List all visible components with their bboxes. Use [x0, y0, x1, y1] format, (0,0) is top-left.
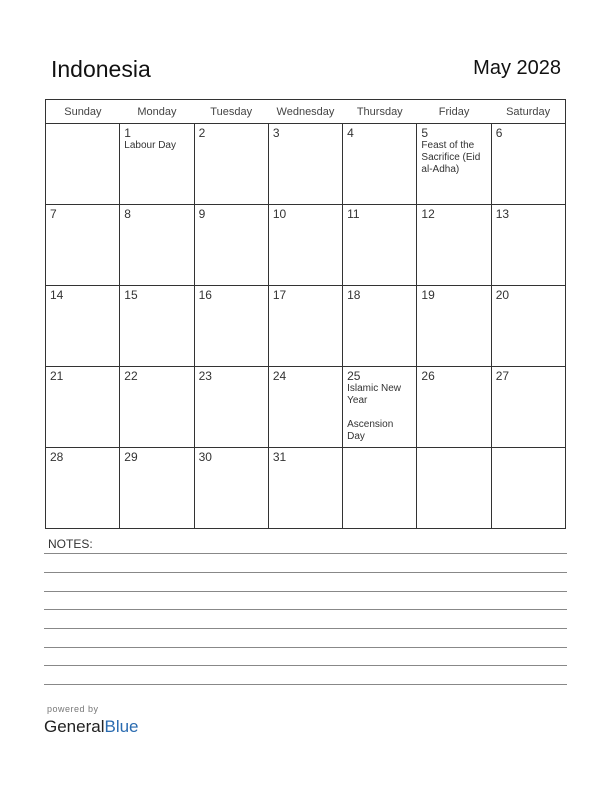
day-cell	[343, 448, 417, 529]
week-row	[46, 286, 566, 367]
day-number: 3	[272, 126, 280, 140]
day-cell	[268, 367, 342, 448]
calendar-grid	[45, 99, 566, 529]
weekday-saturday: Saturday	[491, 100, 565, 124]
weekday-thursday: Thursday	[343, 100, 417, 124]
day-number: 24	[272, 369, 287, 383]
day-cell	[120, 448, 194, 529]
day-number: 15	[124, 288, 138, 302]
holiday-label: Ascension Day	[347, 419, 394, 442]
month-title: May 2028	[473, 57, 561, 79]
day-cell	[194, 205, 268, 286]
day-number: 13	[495, 207, 510, 221]
day-cell	[46, 124, 120, 205]
week-row	[46, 367, 566, 448]
day-cell	[194, 367, 268, 448]
country-title: Indonesia	[51, 56, 151, 82]
notes-label: NOTES:	[48, 537, 93, 551]
notes-line	[44, 609, 567, 610]
day-number: 6	[495, 126, 503, 140]
day-cell	[268, 448, 342, 529]
day-number: 7	[50, 207, 57, 221]
day-number: 20	[495, 288, 510, 302]
holiday-label: Feast of the Sacrifice (Eid al-Adha)	[421, 140, 481, 175]
weekday-friday: Friday	[417, 100, 491, 124]
day-number: 11	[347, 207, 360, 221]
day-number: 17	[272, 288, 287, 302]
brand-general: General	[44, 717, 105, 736]
day-cell	[343, 124, 417, 205]
day-cell	[491, 286, 565, 367]
day-cell	[268, 124, 342, 205]
week-row	[46, 448, 566, 529]
weekday-tuesday: Tuesday	[194, 100, 268, 124]
day-number: 2	[198, 126, 206, 140]
day-cell	[46, 367, 120, 448]
day-number: 5	[421, 126, 429, 140]
notes-line	[44, 684, 567, 685]
day-number: 28	[50, 450, 64, 464]
brand-blue: Blue	[104, 717, 139, 736]
day-number: 23	[198, 369, 212, 383]
day-cell	[46, 205, 120, 286]
day-cell	[417, 367, 491, 448]
notes-line	[44, 553, 567, 554]
day-cell	[120, 205, 194, 286]
day-number: 9	[198, 207, 206, 221]
day-number: 21	[50, 369, 64, 383]
holiday-label: Islamic New Year	[347, 383, 402, 406]
day-cell	[120, 367, 194, 448]
day-number: 22	[124, 369, 138, 383]
weekday-wednesday: Wednesday	[268, 100, 342, 124]
day-cell	[120, 286, 194, 367]
day-cell	[194, 286, 268, 367]
day-number: 12	[421, 207, 435, 221]
day-cell	[268, 205, 342, 286]
generalblue-logo	[44, 717, 139, 737]
day-cell	[343, 367, 417, 448]
day-cell	[194, 124, 268, 205]
notes-line	[44, 628, 567, 629]
day-number: 26	[421, 369, 435, 383]
day-number: 19	[421, 288, 435, 302]
day-number: 18	[347, 288, 361, 302]
day-number: 1	[124, 126, 131, 140]
notes-line	[44, 647, 567, 648]
day-cell	[417, 124, 491, 205]
day-cell	[268, 286, 342, 367]
day-cell	[46, 286, 120, 367]
day-number: 27	[495, 369, 510, 383]
week-row	[46, 124, 566, 205]
week-row	[46, 205, 566, 286]
day-number: 14	[50, 288, 64, 302]
day-number: 16	[198, 288, 212, 302]
day-cell	[491, 367, 565, 448]
day-number: 25	[347, 369, 361, 383]
day-cell	[120, 124, 194, 205]
day-cell	[343, 205, 417, 286]
day-number: 29	[124, 450, 138, 464]
day-cell	[491, 124, 565, 205]
weekday-header-row	[46, 100, 566, 124]
day-number: 4	[347, 126, 354, 140]
notes-line	[44, 591, 567, 592]
day-cell	[417, 448, 491, 529]
weekday-sunday: Sunday	[46, 100, 120, 124]
day-cell	[417, 205, 491, 286]
day-cell	[46, 448, 120, 529]
day-number: 8	[124, 207, 131, 221]
weekday-monday: Monday	[120, 100, 194, 124]
notes-line	[44, 665, 567, 666]
day-number: 30	[198, 450, 212, 464]
day-cell	[194, 448, 268, 529]
day-cell	[343, 286, 417, 367]
day-number: 31	[272, 450, 287, 464]
day-number: 10	[272, 207, 287, 221]
holiday-label: Labour Day	[124, 140, 176, 151]
notes-line	[44, 572, 567, 573]
powered-by-text: powered by	[47, 704, 99, 714]
day-cell	[491, 205, 565, 286]
day-cell	[417, 286, 491, 367]
day-cell	[491, 448, 565, 529]
